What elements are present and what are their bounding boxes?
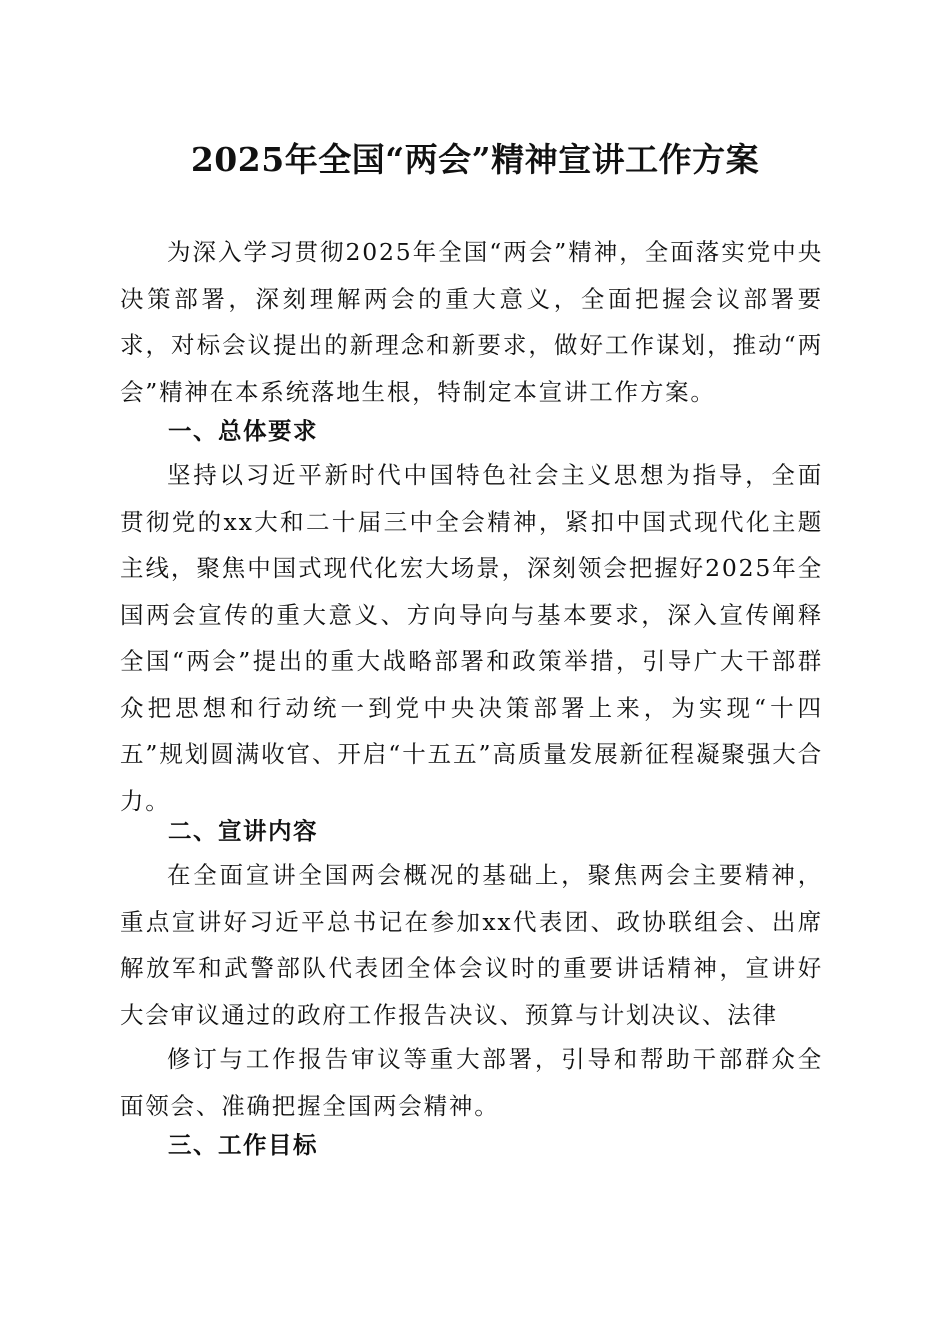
intro-paragraph: 为深入学习贯彻2025年全国“两会”精神，全面落实党中央决策部署，深刻理解两会的重大意义，全面把握会议部署要求，对标会议提出的新理念和新要求，做好工作谋划，推动“两会”精神在本系统落地生根，特制定本宣讲工作方案。 xyxy=(120,238,823,406)
section-paragraph-lecture-content: 在全面宣讲全国两会概况的基础上，聚焦两会主要精神，重点宣讲好习近平总书记在参加xx代表团、政协联组会、出席解放军和武警部队代表团全体会议时的重要讲话精神，宣讲好大会审议通过的政府工作报告决议、预算与计划决议、法律 xyxy=(120,861,823,1029)
page-title: 2025年全国“两会”精神宣讲工作方案 xyxy=(190,140,760,179)
section-heading-work-goals: 三、工作目标 xyxy=(168,1131,318,1159)
section-heading-lecture-content: 二、宣讲内容 xyxy=(168,817,318,845)
section-heading-overall-requirements: 一、总体要求 xyxy=(168,417,318,445)
section-paragraph-overall-requirements: 坚持以习近平新时代中国特色社会主义思想为指导，全面贯彻党的xx大和二十届三中全会精神，紧扣中国式现代化主题主线，聚焦中国式现代化宏大场景，深刻领会把握好2025年全国两会宣传的重大意义、方向导向与基本要求，深入宣传阐释全国“两会”提出的重大战略部署和政策举措，引导广大干部群众把思想和行动统一到党中央决策部署上来，为实现“十四五”规划圆满收官、开启“十五五”高质量发展新征程凝聚强大合力。 xyxy=(120,461,823,815)
section-paragraph-lecture-content-continued: 修订与工作报告审议等重大部署，引导和帮助干部群众全面领会、准确把握全国两会精神。 xyxy=(120,1045,823,1120)
